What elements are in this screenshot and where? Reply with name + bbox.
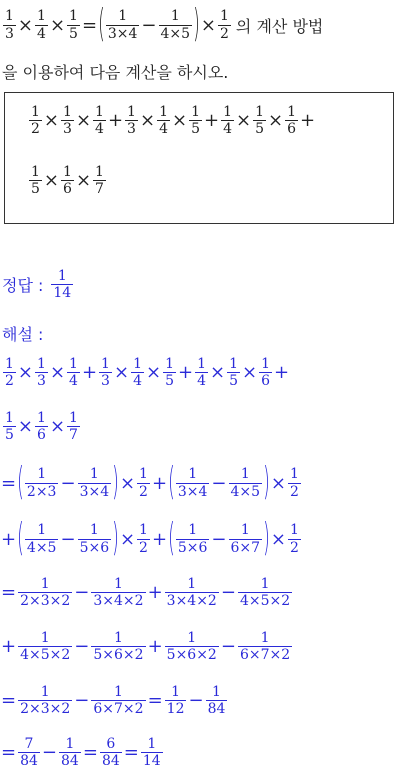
fraction xyxy=(91,630,145,663)
denominator: 5 xyxy=(69,25,78,42)
fraction xyxy=(18,736,40,769)
operator: × xyxy=(139,110,156,132)
numerator: 1 xyxy=(37,466,47,483)
denominator: 3 xyxy=(37,373,46,390)
numerator: 1 xyxy=(37,8,46,25)
fraction xyxy=(221,104,234,137)
numerator: 1 xyxy=(114,630,123,646)
numerator: 1 xyxy=(133,356,142,372)
operator: × xyxy=(270,472,286,494)
question-text-line2: 을 이용하여 다음 계산을 하시오. xyxy=(2,63,229,82)
operator: + xyxy=(151,472,168,494)
operator: − xyxy=(220,636,236,658)
numerator: 1 xyxy=(289,466,299,483)
operator: + xyxy=(81,362,98,384)
denominator: 5 xyxy=(255,121,265,138)
operator: + xyxy=(300,110,316,132)
denominator: 4×5 xyxy=(26,539,57,556)
fraction xyxy=(106,8,140,41)
operator: × xyxy=(200,14,216,36)
numerator: 6 xyxy=(106,736,116,752)
fraction xyxy=(195,356,208,389)
fraction xyxy=(35,356,48,389)
fraction xyxy=(218,8,231,41)
denominator: 5×6 xyxy=(177,539,208,556)
operator: × xyxy=(17,416,34,438)
numerator: 1 xyxy=(240,522,250,539)
operator: × xyxy=(236,110,252,132)
solution-line xyxy=(0,684,228,717)
fraction xyxy=(25,466,59,499)
fraction xyxy=(29,164,42,197)
parenthesis: ( xyxy=(168,459,175,503)
numerator: 1 xyxy=(187,576,197,592)
numerator: 1 xyxy=(260,630,270,646)
operator: − xyxy=(220,582,236,604)
fraction xyxy=(176,466,210,499)
answer-line xyxy=(2,268,74,301)
fraction xyxy=(157,104,170,137)
operator: − xyxy=(188,690,204,712)
denominator: 4×5 xyxy=(160,25,191,42)
denominator: 5×6 xyxy=(79,539,110,556)
fraction xyxy=(78,466,112,499)
denominator: 5 xyxy=(229,373,239,390)
parenthesis: ( xyxy=(98,1,105,45)
numerator: 1 xyxy=(219,8,229,25)
numerator: 1 xyxy=(40,630,50,646)
numerator: 1 xyxy=(89,522,99,539)
fraction xyxy=(18,576,72,609)
numerator: 1 xyxy=(159,104,168,120)
fraction xyxy=(229,522,263,555)
numerator: 1 xyxy=(118,8,128,25)
fraction xyxy=(227,356,240,389)
fraction xyxy=(3,356,16,389)
denominator: 4 xyxy=(95,121,104,138)
fraction xyxy=(259,356,272,389)
fraction xyxy=(78,522,112,555)
numerator: 1 xyxy=(171,684,181,700)
numerator: 1 xyxy=(114,684,123,700)
operator: = xyxy=(1,690,17,712)
parenthesis: ) xyxy=(112,459,119,503)
operator: + xyxy=(204,110,220,132)
numerator: 1 xyxy=(287,104,297,120)
operator: × xyxy=(17,362,34,384)
solution-line xyxy=(0,515,302,559)
denominator: 6 xyxy=(261,373,271,390)
numerator: 1 xyxy=(101,356,110,372)
operator: = xyxy=(81,14,98,36)
operator: + xyxy=(1,528,17,550)
numerator: 1 xyxy=(40,684,50,700)
denominator: 3×4 xyxy=(107,25,138,42)
numerator: 1 xyxy=(40,576,50,592)
denominator: 3 xyxy=(5,25,14,42)
parenthesis: ( xyxy=(17,459,24,503)
numerator: 1 xyxy=(95,104,104,120)
fraction xyxy=(25,522,59,555)
denominator: 3×4×2 xyxy=(166,593,217,610)
question-formula xyxy=(2,1,324,45)
denominator: 2 xyxy=(31,121,40,138)
numerator: 1 xyxy=(223,104,233,120)
denominator: 2 xyxy=(289,483,299,500)
denominator: 6×7×2 xyxy=(239,647,291,664)
operator: × xyxy=(242,362,258,384)
denominator: 5 xyxy=(5,427,14,444)
denominator: 3×4 xyxy=(79,483,110,500)
fraction xyxy=(137,466,150,499)
fraction xyxy=(141,736,163,769)
solution-line xyxy=(2,410,81,443)
fraction xyxy=(35,8,48,41)
numerator: 1 xyxy=(89,466,99,483)
numerator: 1 xyxy=(69,356,78,372)
operator: = xyxy=(147,690,163,712)
denominator: 4 xyxy=(69,373,78,390)
numerator: 1 xyxy=(197,356,207,372)
operator: × xyxy=(145,362,162,384)
operator: × xyxy=(119,472,136,494)
operator: − xyxy=(211,472,227,494)
operator: × xyxy=(268,110,284,132)
fraction xyxy=(131,356,144,389)
fraction xyxy=(3,8,16,41)
denominator: 2 xyxy=(219,25,229,42)
numerator: 1 xyxy=(165,356,174,372)
answer-value xyxy=(51,268,73,301)
denominator: 4×5×2 xyxy=(239,593,291,610)
operator: = xyxy=(82,742,98,764)
numerator: 1 xyxy=(114,576,123,592)
numerator: 1 xyxy=(289,522,299,539)
fraction xyxy=(238,576,292,609)
fraction xyxy=(91,684,145,717)
numerator: 1 xyxy=(139,466,148,483)
numerator: 1 xyxy=(229,356,239,372)
operator: = xyxy=(123,742,139,764)
fraction xyxy=(159,8,193,41)
numerator: 1 xyxy=(95,164,104,180)
denominator: 5 xyxy=(31,181,40,198)
operator: × xyxy=(17,14,34,36)
fraction xyxy=(67,410,80,443)
operator: × xyxy=(210,362,226,384)
numerator: 1 xyxy=(147,736,157,752)
operator: + xyxy=(1,636,17,658)
operator: × xyxy=(43,170,60,192)
solution-line xyxy=(0,576,293,609)
denominator: 2×3×2 xyxy=(20,701,71,718)
denominator: 5 xyxy=(191,121,200,138)
denominator: 2 xyxy=(289,539,299,556)
operator: − xyxy=(211,528,227,550)
operator: = xyxy=(1,472,17,494)
numerator: 1 xyxy=(37,522,47,539)
fraction xyxy=(165,576,219,609)
numerator: 1 xyxy=(31,164,40,180)
solution-label: 해설 : xyxy=(2,325,44,344)
parenthesis: ( xyxy=(168,515,175,559)
fraction xyxy=(59,736,81,769)
denominator: 4 xyxy=(37,25,46,42)
problem-expression-line1 xyxy=(28,104,316,137)
operator: + xyxy=(147,582,163,604)
problem-expression-line2 xyxy=(28,164,107,197)
numerator: 1 xyxy=(212,684,221,700)
solution-line xyxy=(0,630,293,663)
denominator: 6 xyxy=(287,121,297,138)
denominator: 7 xyxy=(69,427,78,444)
operator: − xyxy=(60,472,76,494)
fraction xyxy=(285,104,298,137)
parenthesis: ) xyxy=(263,459,270,503)
fraction xyxy=(18,684,72,717)
operator: = xyxy=(1,582,17,604)
numerator: 1 xyxy=(65,736,75,752)
denominator: 6 xyxy=(63,181,72,198)
operator: + xyxy=(178,362,194,384)
denominator: 84 xyxy=(61,753,79,770)
numerator: 1 xyxy=(191,104,200,120)
denominator: 3×4×2 xyxy=(93,593,144,610)
numerator: 1 xyxy=(63,164,72,180)
denominator: 5 xyxy=(165,373,174,390)
fraction xyxy=(238,630,292,663)
solution-line xyxy=(0,459,302,503)
numerator: 1 xyxy=(37,410,46,426)
fraction xyxy=(3,410,16,443)
denominator: 4×5 xyxy=(230,483,261,500)
operator: + xyxy=(107,110,124,132)
denominator: 6×7×2 xyxy=(93,701,144,718)
numerator: 1 xyxy=(170,8,180,25)
operator: − xyxy=(74,690,90,712)
fraction xyxy=(61,164,74,197)
fraction xyxy=(288,466,301,499)
fraction xyxy=(93,104,106,137)
fraction xyxy=(253,104,266,137)
numerator: 1 xyxy=(188,466,198,483)
parenthesis: ) xyxy=(193,1,200,45)
parenthesis: ) xyxy=(112,515,119,559)
fraction xyxy=(165,630,219,663)
operator: × xyxy=(113,362,130,384)
denominator: 2 xyxy=(5,373,14,390)
denominator: 4 xyxy=(223,121,233,138)
question-text: 의 계산 방법 xyxy=(235,16,324,36)
solution-line xyxy=(0,736,164,769)
denominator: 3 xyxy=(101,373,110,390)
operator: − xyxy=(74,636,90,658)
numerator: 1 xyxy=(57,268,67,284)
denominator: 5×6×2 xyxy=(166,647,217,664)
fraction xyxy=(288,522,301,555)
denominator: 12 xyxy=(166,701,185,718)
numerator: 1 xyxy=(5,356,14,372)
operator: × xyxy=(49,362,66,384)
numerator: 1 xyxy=(37,356,46,372)
operator: + xyxy=(151,528,168,550)
denominator: 5×6×2 xyxy=(93,647,144,664)
fraction xyxy=(67,356,80,389)
fraction xyxy=(206,684,228,717)
denominator: 2 xyxy=(139,483,148,500)
answer-label: 정답 : xyxy=(2,276,44,296)
operator: − xyxy=(141,14,157,36)
numerator: 1 xyxy=(5,8,14,25)
denominator: 3×4 xyxy=(177,483,208,500)
fraction xyxy=(35,410,48,443)
fraction xyxy=(93,164,106,197)
numerator: 1 xyxy=(127,104,136,120)
operator: × xyxy=(43,110,60,132)
denominator: 6 xyxy=(37,427,46,444)
denominator: 4 xyxy=(133,373,142,390)
denominator: 14 xyxy=(53,285,72,302)
fraction xyxy=(125,104,138,137)
numerator: 7 xyxy=(24,736,34,752)
fraction xyxy=(61,104,74,137)
operator: + xyxy=(147,636,163,658)
fraction xyxy=(100,736,122,769)
numerator: 1 xyxy=(260,576,270,592)
fraction xyxy=(189,104,202,137)
denominator: 7 xyxy=(95,181,104,198)
operator: × xyxy=(171,110,188,132)
fraction xyxy=(99,356,112,389)
operator: = xyxy=(1,742,17,764)
operator: × xyxy=(270,528,286,550)
denominator: 6×7 xyxy=(230,539,261,556)
fraction xyxy=(229,466,263,499)
numerator: 1 xyxy=(63,104,72,120)
denominator: 84 xyxy=(207,701,226,718)
denominator: 84 xyxy=(20,753,38,770)
numerator: 1 xyxy=(5,410,14,426)
numerator: 1 xyxy=(261,356,271,372)
parenthesis: ( xyxy=(17,515,24,559)
numerator: 1 xyxy=(255,104,265,120)
denominator: 2×3×2 xyxy=(20,593,71,610)
parenthesis: ) xyxy=(263,515,270,559)
denominator: 3 xyxy=(127,121,136,138)
denominator: 84 xyxy=(101,753,120,770)
fraction xyxy=(67,8,80,41)
denominator: 2 xyxy=(139,539,148,556)
operator: − xyxy=(41,742,58,764)
operator: − xyxy=(60,528,76,550)
solution-line xyxy=(2,356,290,389)
numerator: 1 xyxy=(240,466,250,483)
fraction xyxy=(163,356,176,389)
fraction xyxy=(165,684,187,717)
denominator: 2×3 xyxy=(26,483,57,500)
fraction xyxy=(29,104,42,137)
numerator: 1 xyxy=(139,522,148,539)
denominator: 3 xyxy=(63,121,72,138)
operator: × xyxy=(75,110,92,132)
numerator: 1 xyxy=(69,8,78,25)
numerator: 1 xyxy=(69,410,78,426)
numerator: 1 xyxy=(188,522,198,539)
numerator: 1 xyxy=(187,630,197,646)
fraction xyxy=(18,630,72,663)
numerator: 1 xyxy=(31,104,40,120)
operator: × xyxy=(49,416,66,438)
fraction xyxy=(91,576,145,609)
denominator: 4 xyxy=(197,373,207,390)
denominator: 4 xyxy=(159,121,168,138)
denominator: 14 xyxy=(142,753,161,770)
operator: × xyxy=(75,170,92,192)
operator: − xyxy=(74,582,90,604)
operator: × xyxy=(119,528,136,550)
denominator: 4×5×2 xyxy=(20,647,71,664)
fraction xyxy=(176,522,210,555)
operator: × xyxy=(49,14,66,36)
operator: + xyxy=(274,362,290,384)
fraction xyxy=(137,522,150,555)
